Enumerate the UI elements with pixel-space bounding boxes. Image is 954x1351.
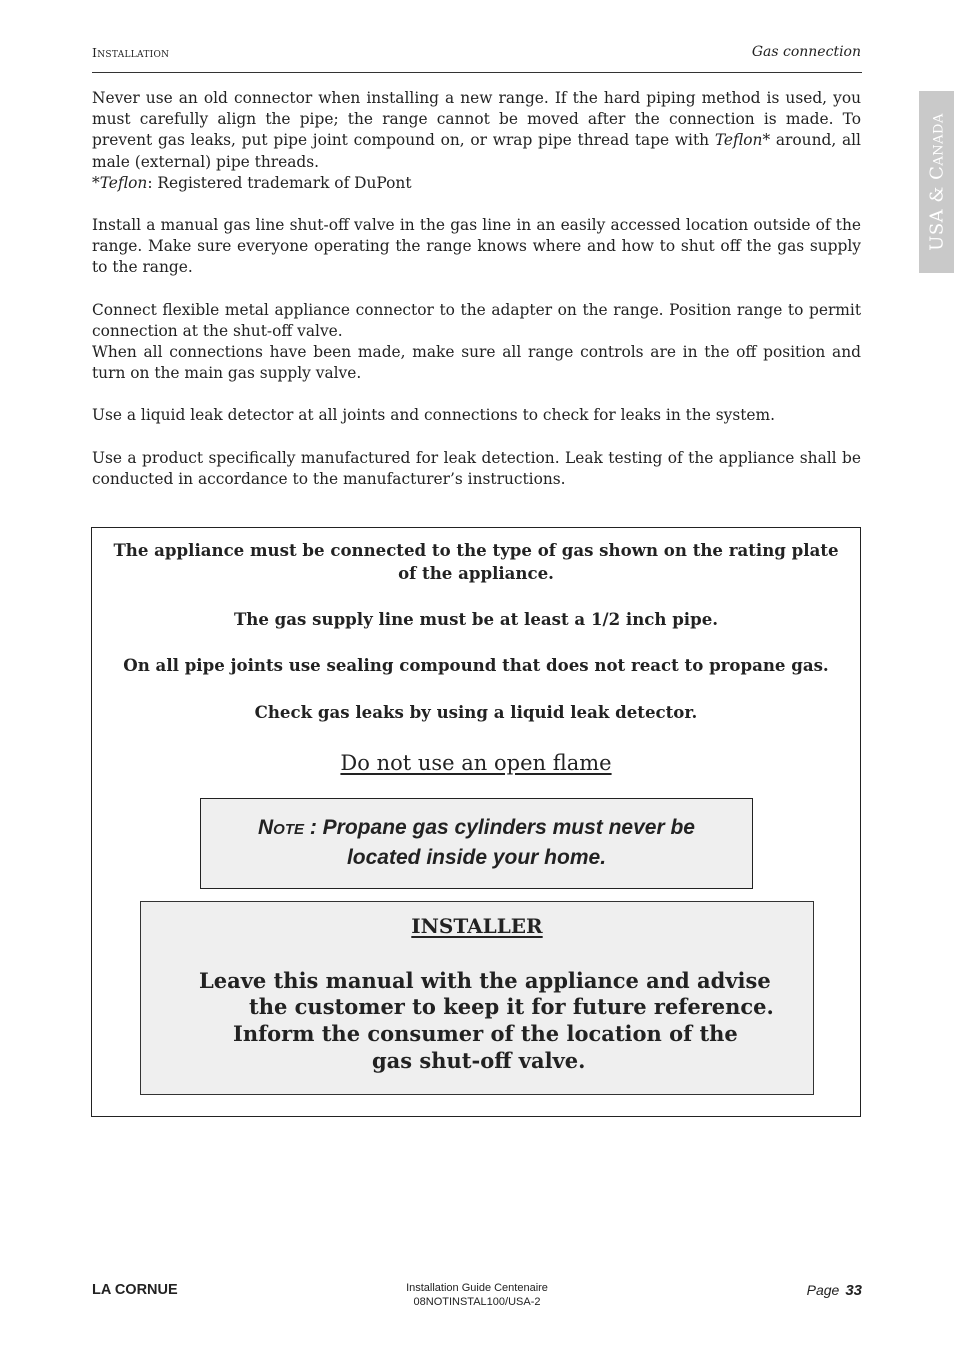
note-box xyxy=(200,798,753,889)
paragraph-leak-testing: Use a product specifically manufactured for leak detection. Leak testing of the appliance shall be conducted in accordance to the manufacturer’s instructions. xyxy=(92,448,861,488)
header-rule xyxy=(92,72,862,73)
warning-open-flame: Do not use an open flame xyxy=(340,751,612,775)
note-label: Note xyxy=(258,816,305,839)
paragraph-flexible-connector: Connect flexible metal appliance connector to the adapter on the range. Position range to permit connection at the shut-off valve. xyxy=(92,300,861,340)
note-line2: located inside your home. xyxy=(346,846,607,869)
installer-box xyxy=(140,901,814,1095)
installer-title: INSTALLER xyxy=(411,914,543,938)
note-line1: : Propane gas cylinders must never be xyxy=(304,816,695,839)
footer-page-number: 33 xyxy=(845,1282,862,1299)
installer-line4: gas shut-off valve. xyxy=(372,1048,586,1073)
footer-guide-title: Installation Guide Centenaire xyxy=(406,1282,548,1294)
footer-page-label: Page xyxy=(806,1282,840,1298)
teflon-term: Teflon xyxy=(714,131,763,150)
running-header-topic: Gas connection xyxy=(751,44,861,60)
note-text xyxy=(201,813,752,873)
paragraph-leak-detector: Use a liquid leak detector at all joints and connections to check for leaks in the system. xyxy=(92,406,776,425)
warning-pipe-size: The gas supply line must be at least a 1/2 inch pipe. xyxy=(233,609,719,629)
paragraph-final-connections: When all connections have been made, make sure all range controls are in the off position and turn on the main gas supply valve. xyxy=(92,343,861,383)
installer-line3: Inform the consumer of the location of the xyxy=(233,1021,738,1046)
installer-line2: the customer to keep it for future reference. xyxy=(249,994,774,1019)
body-text xyxy=(92,88,861,490)
side-tab-label: USA & Canada xyxy=(926,113,947,251)
footer-page xyxy=(807,1282,862,1299)
warning-gas-type-line1: The appliance must be connected to the type of gas shown on the rating plate xyxy=(113,540,839,560)
paragraph-teflon-footnote: *Teflon: Registered trademark of DuPont xyxy=(92,173,412,192)
footer-brand: LA CORNUE xyxy=(92,1282,178,1298)
footer-guide-info xyxy=(377,1282,577,1309)
paragraph-connector: Never use an old connector when installing a new range. If the hard piping method is used, you must carefully align the pipe; the range cannot be moved after the connection is made. To prevent gas leaks, put pipe joint compound on, or wrap pipe thread tape with Teflon* around, all male (external) pipe threads. xyxy=(92,89,861,171)
paragraph-shutoff-valve: Install a manual gas line shut-off valve in the gas line in an easily accessed location outside of the range. Make sure everyone operating the range knows where and how to shut off the gas supply to the range. xyxy=(92,216,861,277)
installer-line1: Leave this manual with the appliance and advise xyxy=(199,968,771,993)
footer-guide-code: 08NOTINSTAL100/USA-2 xyxy=(413,1295,541,1308)
warning-leak-check: Check gas leaks by using a liquid leak detector. xyxy=(254,702,698,722)
warning-gas-type-line2: of the appliance. xyxy=(398,563,554,583)
warning-sealing-compound: On all pipe joints use sealing compound that does not react to propane gas. xyxy=(123,655,829,675)
side-tab xyxy=(919,91,954,273)
running-header-section: Installation xyxy=(92,45,170,60)
